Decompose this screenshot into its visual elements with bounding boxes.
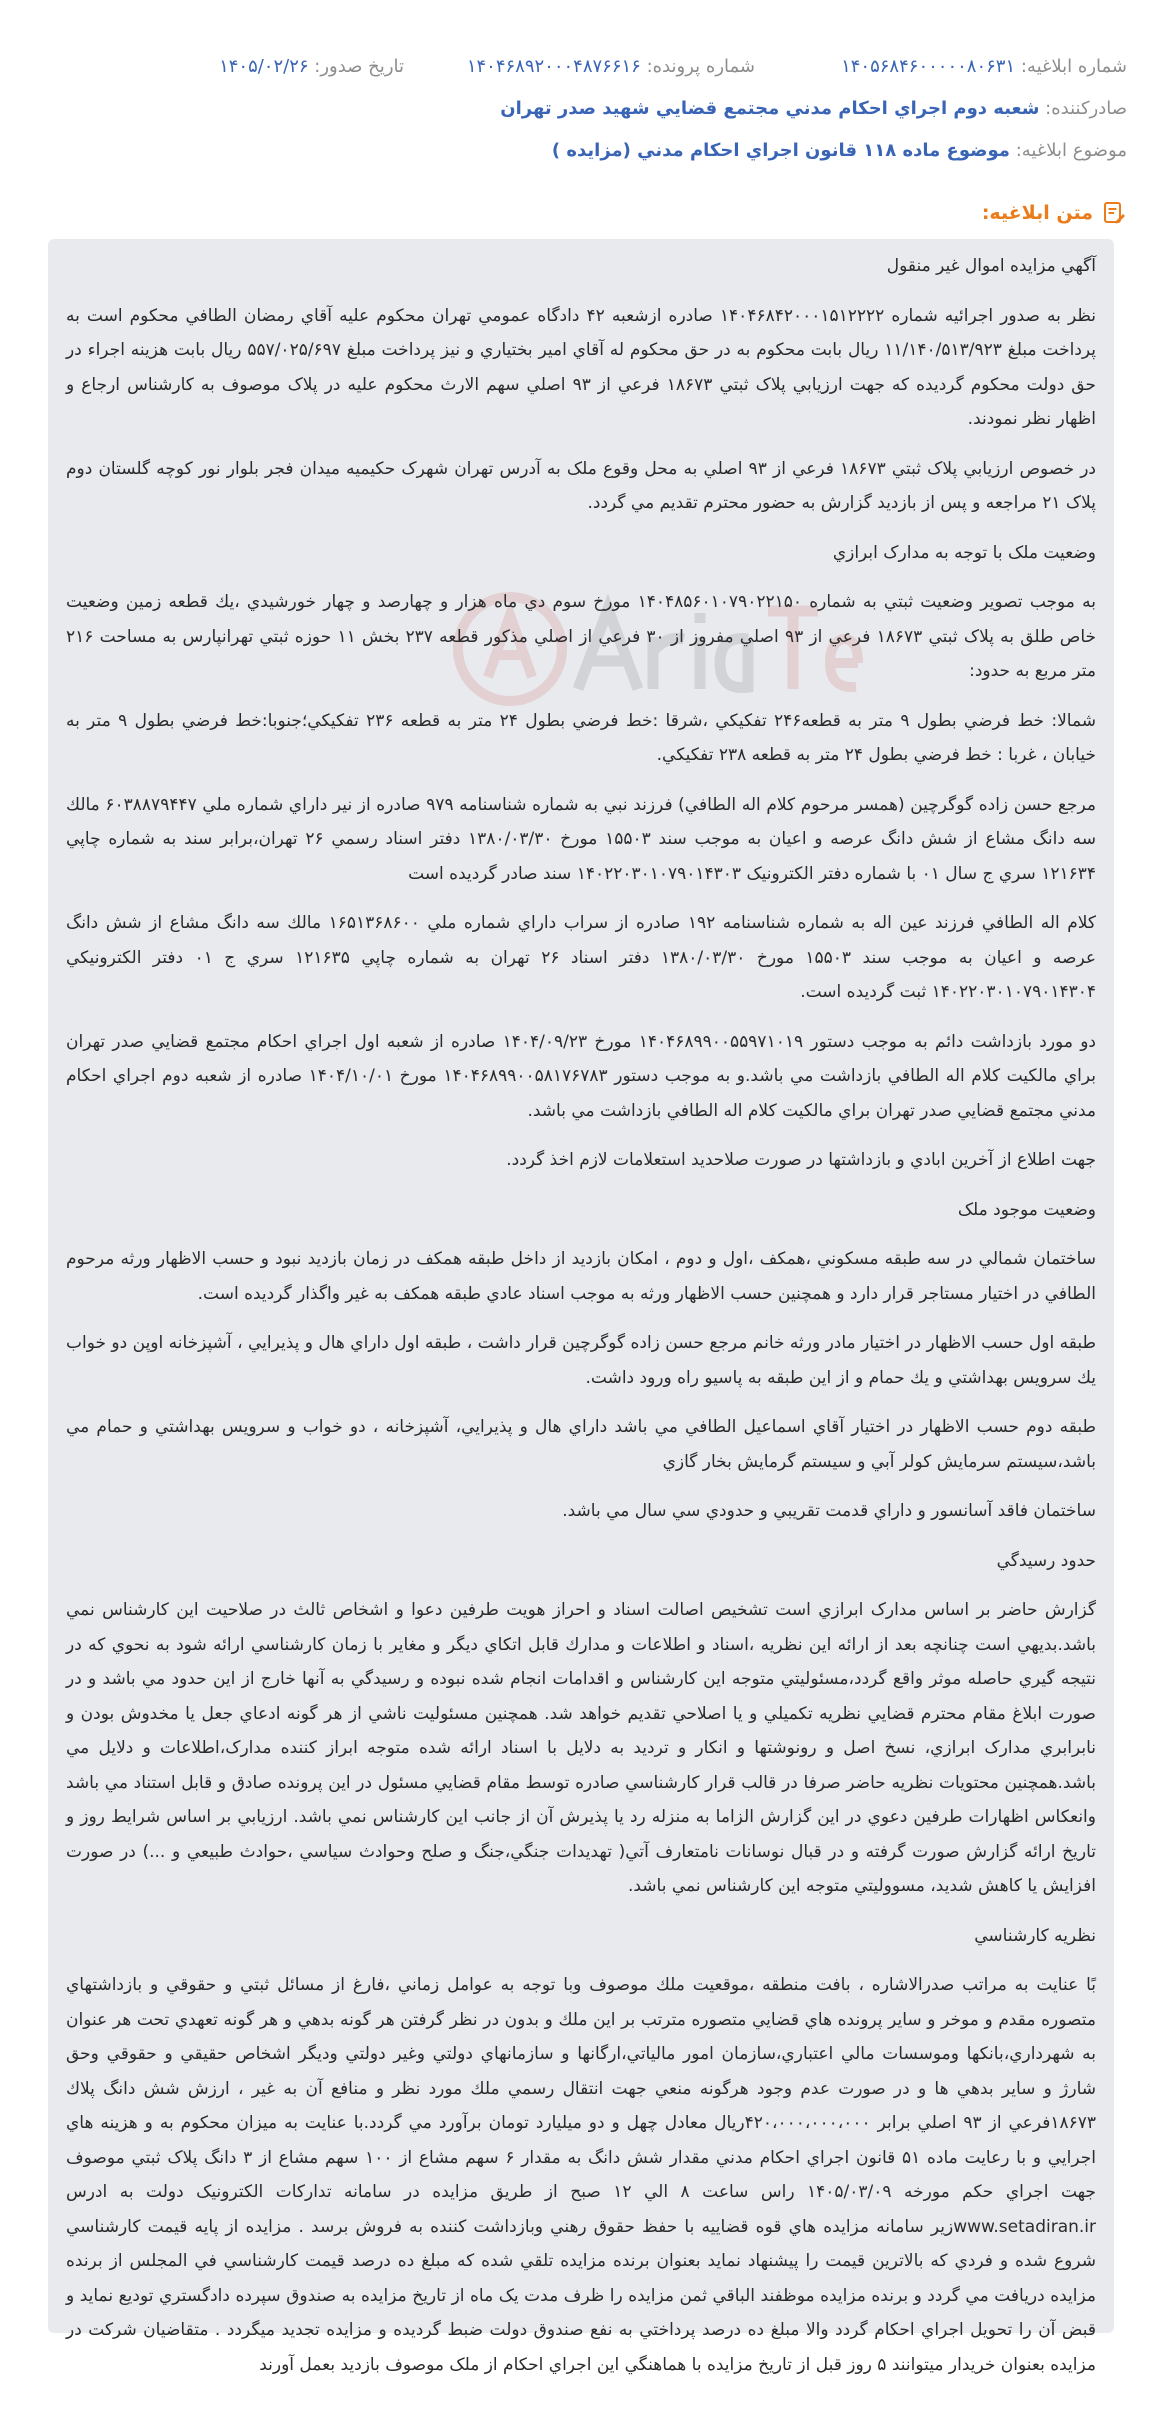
notice-paragraph: نظر به صدور اجرائيه شماره ۱۴۰۴۶۸۴۲۰۰۰۱۵۱۲۲۲۲ صادره ازشعبه ۴۲ دادگاه عمومي تهران محکوم عليه آقاي رمضان الطافي محکوم است به پرداخت مبلغ ۱۱/۱۴۰/۵۱۳/۹۲۳ ريال بابت محکوم به در حق محکوم له آقاي امير بختياري و نيز پرداخت مبلغ ۵۵۷/۰۲۵/۶۹۷ ريال بابت هزينه اجراء در حق دولت محکوم گرديده که جهت ارزيابي پلاک ثبتي ۱۸۶۷۳ فرعي از ۹۳ اصلي سهم الارث محکوم عليه در پلاک موصوف به کارشناس ارجاع و اظهار نظر نمودند. <box>66 305 1097 429</box>
issue-date <box>219 56 404 77</box>
notice-paragraph: شمالا: خط فرضي بطول ۹ متر به قطعه۲۴۶ تفکيکي ،شرقا :خط فرضي بطول ۲۴ متر به قطعه ۲۳۶ تفکيکي؛جنوبا:خط فرضي بطول ۹ متر به خيابان ، غربا : خط فرضي بطول ۲۴ متر به قطعه ۲۳۸ تفکيکي. <box>66 710 1097 765</box>
notice-paragraph: به موجب تصوير وضعيت ثبتي به شماره ۱۴۰۴۸۵۶۰۱۰۷۹۰۲۲۱۵۰ مورخ سوم دي ماه هزار و چهارصد و چهار خورشيدي ،يك قطعه زمين وضعيت خاص طلق به پلاک ثبتي ۱۸۶۷۳ فرعي از ۹۳ اصلي مفروز از ۳۰ فرعي از اصلي مذکور قطعه ۲۳۷ بخش ۱۱ حوزه ثبتي تهرانپارس به مساحت ۲۱۶ متر مربع به حدود: <box>66 592 1097 681</box>
notice-paragraph: مرجع حسن زاده گوگرچين (همسر مرحوم کلام اله الطافي) فرزند نبي به شماره شناسنامه ۹۷۹ صادره از نير داراي شماره ملي ۶۰۳۸۸۷۹۴۴۷ مالك سه دانگ مشاع از شش دانگ عرصه و اعيان به موجب سند ۱۵۵۰۳ مورخ ۱۳۸۰/۰۳/۳۰ دفتر اسناد رسمي ۲۶ تهران،برابر سند به شماره چاپي ۱۲۱۶۳۴ سري ج سال ۰۱ با شماره دفتر الکترونيک ۱۴۰۲۲۰۳۰۱۰۷۹۰۱۴۳۰۳ سند صادر گرديده است <box>66 794 1096 884</box>
issuer-row <box>47 98 1127 126</box>
section-heading: ساختمان فاقد آسانسور و داراي قدمت تقريبي و حدودي سي سال مي باشد. <box>562 1501 1096 1521</box>
issue-date-label: تاريخ صدور: <box>314 56 404 77</box>
subject-value: موضوع ماده ۱۱۸ قانون اجراي احکام مدني (مزايده ) <box>551 140 1010 161</box>
document-edit-icon <box>1101 200 1127 226</box>
notice-number <box>841 56 1127 77</box>
notice-paragraph: طبقه اول حسب الاظهار در اختيار مادر ورثه خانم مرجع حسن زاده گوگرچين قرار داشت ، طبقه اول داراي هال و پذيرايي ، آشپزخانه اوپن دو خواب يك سرويس بهداشتي و يك حمام و از اين طبقه به پاسيو راه ورود داشت. <box>66 1333 1096 1388</box>
subject-row <box>47 140 1127 168</box>
case-number-label: شماره پرونده: <box>646 56 755 77</box>
notice-paragraph: بًا عنايت به مراتب صدرالاشاره ، بافت منطقه ،موقعيت ملك موصوف وبا توجه به عوامل زماني ،فارغ از مسائل ثبتي و حقوقي و بازداشتهاي متصوره مقدم و موخر و ساير پرونده هاي قضايي متصوره مترتب بر اين ملك و بدون در نظر گرفتن هر گونه بدهي و هر گونه تعهدي تحت هر عنوان به شهرداري،بانكها وموسسات مالي اعتباري،سازمان امور مالياتي،ارگانها و سازمانهاي دولتي وغير دولتي وديگر اشخاص حقيقي و حقوقي وحق شارژ و ساير بدهي ها و در صورت عدم وجود هرگونه منعي جهت انتقال رسمي ملك مورد نظر و منافع آن به غير ، ارزش شش دانگ پلاك ۱۸۶۷۳فرعي از ۹۳ اصلي برابر ۴۲۰،۰۰۰،۰۰۰،۰۰۰ريال معادل چهل و دو ميليارد تومان برآورد مي گردد.با عنايت به ميزان محکوم به و هزينه هاي اجرايي و با رعايت ماده ۵۱ قانون اجراي احکام مدني مقدار شش دانگ به مقدار ۶ سهم مشاع از ۱۰۰ سهم مشاع از ۳ دانگ پلاک ثبتي موصوف جهت اجراي حکم مورخه ۱۴۰۵/۰۳/۰۹ راس ساعت ۸ الي ۱۲ صبح از طريق مزايده در سامانه تدارکات الکترونيک دولت به ادرس www.setadiran.irزير سامانه مزايده هاي قوه قضاييه با حفظ حقوق رهني وبازداشت كننده به فروش برسد . مزايده از پايه قيمت کارشناسي شروع شده و فردي که بالاترين قيمت را پيشنهاد نمايد بعنوان برنده مزايده تلقي شده که مبلغ ده درصد قيمت کارشناسي في المجلس از برنده مزايده دريافت مي گردد و برنده مزايده موظفند الباقي ثمن مزايده را ظرف مدت يک ماه از تاريخ مزايده به صندوق سپرده دادگستري توديع نمايد و قبض آن را تحويل اجراي احکام گردد والا مبلغ ده درصد پرداختي به نفع صندوق دولت ضبط گرديده و مزايده تجديد ميگردد . متقاضيان شرکت در مزايده بعنوان خريدار ميتوانند ۵ روز قبل از تاريخ مزايده با هماهنگي اين اجراي احکام از ملک موصوف بازديد بعمل آورند <box>66 1975 1096 2375</box>
section-heading: وضعيت ملک با توجه به مدارک ابرازي <box>832 542 1096 563</box>
section-heading: آگهي مزايده اموال غير منقول <box>886 256 1096 276</box>
notice-number-label: شماره ابلاغيه: <box>1020 56 1127 77</box>
notice-number-value: ۱۴۰۵۶۸۴۶۰۰۰۰۰۸۰۶۳۱ <box>841 56 1016 77</box>
notice-paragraph: وضعيت موجود ملک <box>957 1199 1096 1220</box>
notice-text-title-label: متن ابلاغیه: <box>981 202 1093 224</box>
section-heading: گزارش حاضر بر اساس مدارک ابرازي است تشخيص اصالت اسناد و احراز هويت طرفين دعوا و اشخاص ثالث در صلاحيت اين کارشناس نمي باشد.بديهي است چنانچه بعد از ارائه اين نظريه ،اسناد و اطلاعات و مدارك قابل اتكاي ديگر و مغاير با زمان کارشناسي ارائه شود به نحوي كه در نتيجه گيري حاصله موثر واقع گردد،مسئوليتي متوجه اين کارشناس و اقدامات انجام شده نبوده و رسيدگي به آنها خارج از اين حدود مي باشد و در صورت ابلاغ مقام محترم قضايي نظريه تکميلي و يا اصلاحي تقديم خواهد شد. همچنين مسئوليت ناشي از هر گونه ادعاي جعل يا مخدوش بودن و نابرابري مدارک ابرازي، نسخ اصل و رونوشتها و انكار و ترديد به دلايل با اسناد ارائه شده متوجه ابراز کننده مدارک،اطلاعات و دلايل مي باشد.همچنين محتويات نظريه حاضر صرفا در قالب قرار کارشناسي صادره توسط مقام قضايي مسئول در اين پرونده صادق و قابل استناد مي باشد وانعکاس اظهارات طرفين دعوي در اين گزارش الزاما به منزله رد يا پذيرش آن از جانب اين کارشناس نمي باشد. ارزيابي بر اساس شرايط روز و تاريخ ارائه گزارش صورت گرفته و در قبال نوسانات نامتعارف آتي( تهديدات جنگي،جنگ و صلح وحوادث سياسي ،حوادث طبيعي و ...) در صورت افزايش يا كاهش شديد، مسووليتي متوجه اين كارشناس نمي باشد. <box>66 1600 1096 1896</box>
notice-paragraph: دو مورد بازداشت دائم به موجب دستور ۱۴۰۴۶۸۹۹۰۰۵۵۹۷۱۰۱۹ مورخ ۱۴۰۴/۰۹/۲۳ صادره از شعبه اول اجراي احکام مجتمع قضايي صدر تهران براي مالکيت کلام اله الطافي بازداشت مي باشد.و به موجب دستور ۱۴۰۴۶۸۹۹۰۰۵۸۱۷۶۷۸۳ مورخ ۱۴۰۴/۱۰/۰۱ صادره از شعبه دوم اجراي احکام مدني مجتمع قضايي صدر تهران براي مالکيت کلام اله الطافي بازداشت مي باشد. <box>66 1031 1096 1121</box>
issue-date-value: ۱۴۰۵/۰۲/۲۶ <box>219 56 309 77</box>
notice-body <box>66 249 1096 2397</box>
notice-content-box <box>48 239 1114 2375</box>
notice-paragraph: در خصوص ارزيابي پلاک ثبتي ۱۸۶۷۳ فرعي از ۹۳ اصلي به محل وقوع ملک به آدرس تهران شهرک حکيميه ميدان فجر بلوار نور کوچه گلستان دوم پلاک ۲۱ مراجعه و پس از بازديد گزارش به حضور محترم تقديم مي گردد. <box>66 458 1096 513</box>
issuer-label: صادرکننده: <box>1045 98 1127 119</box>
notice-paragraph: کلام اله الطافي فرزند عين اله به شماره شناسنامه ۱۹۲ صادره از سراب داراي شماره ملي ۱۶۵۱۳۶۸۶۰۰ مالك سه دانگ مشاع از شش دانگ عرصه و اعيان به موجب سند ۱۵۵۰۳ مورخ ۱۳۸۰/۰۳/۳۰ دفتر اسناد ۲۶ تهران به شماره چاپي ۱۲۱۶۳۵ سري ج ۰۱ دفتر الکترونيکي ۱۴۰۲۲۰۳۰۱۰۷۹۰۱۴۳۰۴ ثبت گرديده است. <box>66 913 1096 1002</box>
notice-paragraph: نظريه کارشناسي <box>974 1925 1096 1946</box>
case-number <box>467 56 755 77</box>
subject-label: موضوع ابلاغیه: <box>1015 140 1127 161</box>
notice-paragraph: ساختمان شمالي در سه طبقه مسکوني ،همکف ،اول و دوم ، امکان بازديد از داخل طبقه همکف در زمان بازديد نبود و حسب الاظهار ورثه مرحوم الطافي در اختيار مستاجر قرار دارد و همچنين حسب الاظهار ورثه به موجب اسناد عادي طبقه همکف به غير واگذار گرديده است. <box>66 1249 1096 1304</box>
case-number-value: ۱۴۰۴۶۸۹۲۰۰۰۴۸۷۶۶۱۶ <box>466 56 641 77</box>
issuer-value: شعبه دوم اجراي احکام مدني مجتمع قضايي شهيد صدر تهران <box>500 98 1040 119</box>
header-meta-row <box>47 56 1127 84</box>
notice-paragraph: حدود رسيدگي <box>996 1550 1096 1571</box>
notice-text-title <box>982 197 1127 229</box>
section-heading: جهت اطلاع از آخرين ابادي و بازداشتها در صورت صلاحديد استعلامات لازم اخذ گردد. <box>506 1150 1096 1170</box>
notice-paragraph: طبقه دوم حسب الاظهار در اختيار آقاي اسماعيل الطافي مي باشد داراي هال و پذيرايي، آشپزخانه ، دو خواب و سرويس بهداشتي و حمام مي باشد،سيستم سرمايش کولر آبي و سيستم گرمايش بخار گازي <box>66 1417 1096 1472</box>
